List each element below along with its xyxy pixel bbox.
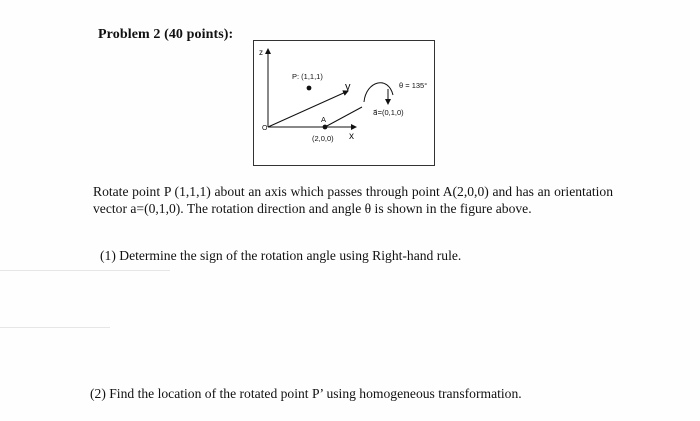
axis-vector-label: a⃗=(0,1,0) bbox=[373, 108, 404, 117]
point-p-label: P: (1,1,1) bbox=[292, 72, 323, 81]
point-a-label: A bbox=[321, 115, 327, 124]
rotation-figure bbox=[253, 40, 435, 166]
z-axis-label: z bbox=[259, 48, 263, 57]
problem-title: Problem 2 (40 points): bbox=[98, 27, 234, 42]
scan-smudge bbox=[0, 327, 110, 328]
theta-label: θ = 135° bbox=[399, 81, 428, 90]
rotation-arc bbox=[364, 83, 393, 102]
point-a-coords: (2,0,0) bbox=[312, 134, 334, 143]
figure-drawing bbox=[254, 41, 436, 167]
question-1: (1) Determine the sign of the rotation angle using Right-hand rule. bbox=[100, 248, 462, 263]
rotation-axis-line bbox=[325, 107, 362, 127]
problem-description: Rotate point P (1,1,1) about an axis which passes through point A(2,0,0) and has an orientation vector a=(0,1,0). The rotation direction and angle θ is shown in the figure above. bbox=[93, 184, 613, 216]
point-a-marker bbox=[323, 125, 328, 130]
point-p-marker bbox=[307, 86, 312, 91]
x-axis-label: x bbox=[349, 131, 354, 142]
y-axis-label: y bbox=[345, 81, 351, 93]
scan-smudge bbox=[0, 270, 170, 271]
origin-label: O bbox=[262, 125, 268, 132]
question-2: (2) Find the location of the rotated point P’ using homogeneous transformation. bbox=[90, 386, 522, 401]
